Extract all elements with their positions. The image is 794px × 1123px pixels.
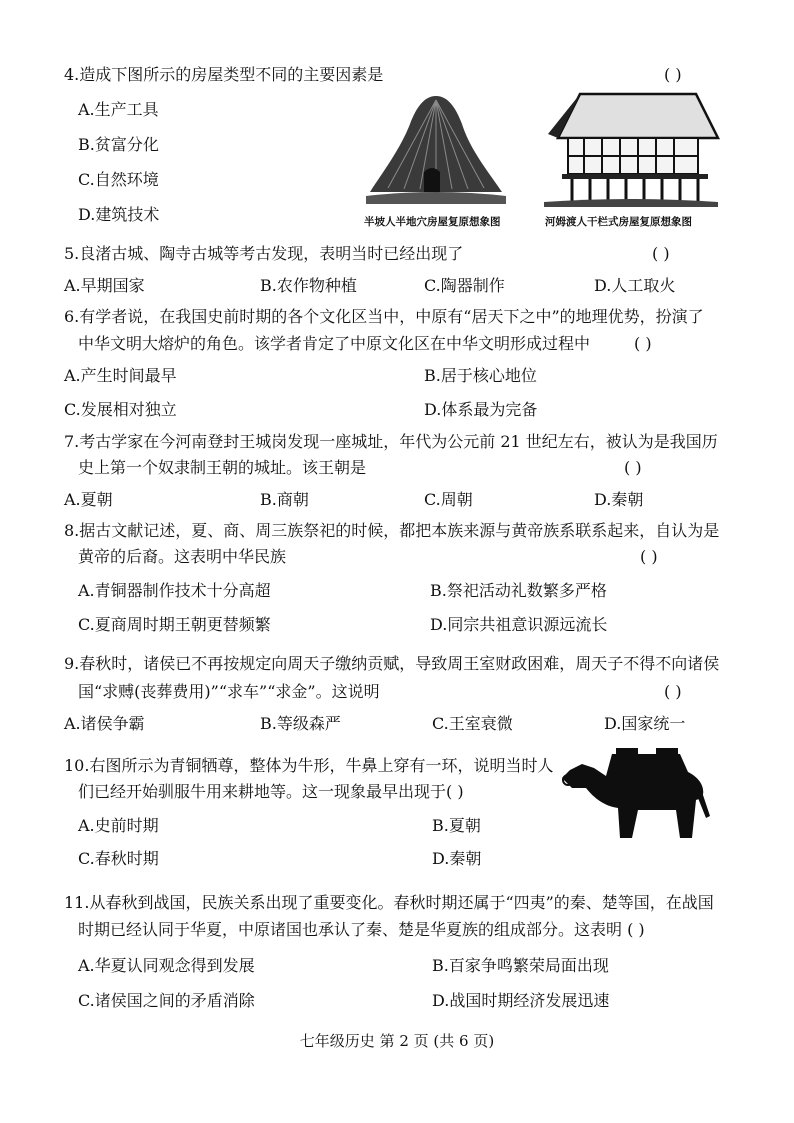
banpo-house-image bbox=[366, 92, 506, 207]
q4-option-c: C.自然环境 bbox=[78, 170, 159, 189]
bronze-ox-zun-image bbox=[560, 748, 710, 840]
q8-stem-line1: 8.据古文献记述，夏、商、周三族祭祀的时候，都把本族来源与黄帝族系联系起来，自认为是 bbox=[64, 521, 720, 540]
q11-option-a: A.华夏认同观念得到发展 bbox=[78, 956, 255, 975]
q8-stem-line2: 黄帝的后裔。这表明中华民族 bbox=[78, 547, 287, 566]
q8-option-b: B.祭祀活动礼数繁多严格 bbox=[430, 581, 607, 600]
q5-stem: 5.良渚古城、陶寺古城等考古发现，表明当时已经出现了 bbox=[64, 244, 464, 263]
q6-option-c: C.发展相对独立 bbox=[64, 400, 177, 419]
q10-option-d: D.秦朝 bbox=[432, 849, 482, 868]
q10-stem-line2: 们已经开始驯服牛用来耕地等。这一现象最早出现于( ) bbox=[78, 782, 464, 801]
page-footer: 七年级历史 第 2 页 (共 6 页) bbox=[299, 1032, 495, 1050]
q4-option-a: A.生产工具 bbox=[78, 100, 159, 119]
q8-option-c: C.夏商周时期王朝更替频繁 bbox=[78, 615, 271, 634]
q4-stem: 4.造成下图所示的房屋类型不同的主要因素是 bbox=[64, 65, 384, 84]
q4-answer-blank: ( ) bbox=[664, 65, 682, 84]
hemudu-house-image bbox=[540, 90, 720, 208]
q4-option-b: B.贫富分化 bbox=[78, 135, 159, 154]
q11-stem-line2: 时期已经认同于华夏，中原诸国也承认了秦、楚是华夏族的组成部分。这表明 ( ) bbox=[78, 920, 645, 939]
q7-stem-line1: 7.考古学家在今河南登封王城岗发现一座城址，年代为公元前 21 世纪左右，被认为是我国历 bbox=[64, 432, 718, 451]
q5-option-a: A.早期国家 bbox=[64, 276, 145, 295]
q7-answer-blank: ( ) bbox=[624, 458, 642, 477]
q8-option-a: A.青铜器制作技术十分高超 bbox=[78, 581, 271, 600]
q5-option-b: B.农作物种植 bbox=[260, 276, 357, 295]
q11-option-b: B.百家争鸣繁荣局面出现 bbox=[432, 956, 609, 975]
q9-option-b: B.等级森严 bbox=[260, 714, 341, 733]
q5-option-d: D.人工取火 bbox=[594, 276, 676, 295]
q10-option-c: C.春秋时期 bbox=[78, 849, 159, 868]
hemudu-house-caption: 河姆渡人干栏式房屋复原想象图 bbox=[545, 216, 692, 228]
q8-answer-blank: ( ) bbox=[640, 547, 658, 566]
q7-option-d: D.秦朝 bbox=[594, 490, 644, 509]
q9-stem-line2: 国“求赙(丧葬费用)”“求车”“求金”。这说明 bbox=[78, 682, 380, 701]
q11-option-c: C.诸侯国之间的矛盾消除 bbox=[78, 991, 255, 1010]
q9-answer-blank: ( ) bbox=[664, 682, 682, 701]
q6-stem-line2: 中华文明大熔炉的角色。该学者肯定了中原文化区在中华文明形成过程中 bbox=[78, 334, 591, 353]
q9-option-a: A.诸侯争霸 bbox=[64, 714, 145, 733]
q5-answer-blank: ( ) bbox=[652, 244, 670, 263]
q7-stem-line2: 史上第一个奴隶制王朝的城址。该王朝是 bbox=[78, 458, 367, 477]
q6-option-d: D.体系最为完备 bbox=[424, 400, 538, 419]
q7-option-a: A.夏朝 bbox=[64, 490, 113, 509]
q10-option-a: A.史前时期 bbox=[78, 816, 159, 835]
q6-answer-blank: ( ) bbox=[634, 334, 652, 353]
q11-option-d: D.战国时期经济发展迅速 bbox=[432, 991, 610, 1010]
q6-stem-line1: 6.有学者说，在我国史前时期的各个文化区当中，中原有“居天下之中”的地理优势，扮演了 bbox=[64, 307, 704, 326]
q10-option-b: B.夏朝 bbox=[432, 816, 481, 835]
q7-option-c: C.周朝 bbox=[424, 490, 473, 509]
q6-option-b: B.居于核心地位 bbox=[424, 366, 537, 385]
q5-option-c: C.陶器制作 bbox=[424, 276, 505, 295]
q6-option-a: A.产生时间最早 bbox=[64, 366, 177, 385]
q9-option-c: C.王室衰微 bbox=[432, 714, 513, 733]
banpo-house-caption: 半坡人半地穴房屋复原想象图 bbox=[364, 216, 501, 228]
q10-stem-line1: 10.右图所示为青铜牺尊，整体为牛形，牛鼻上穿有一环，说明当时人 bbox=[64, 756, 554, 775]
q8-option-d: D.同宗共祖意识源远流长 bbox=[430, 615, 608, 634]
q11-stem-line1: 11.从春秋到战国，民族关系出现了重要变化。春秋时期还属于“四夷”的秦、楚等国，在战国 bbox=[64, 893, 714, 912]
q4-option-d: D.建筑技术 bbox=[78, 205, 160, 224]
q7-option-b: B.商朝 bbox=[260, 490, 309, 509]
q9-option-d: D.国家统一 bbox=[604, 714, 686, 733]
q9-stem-line1: 9.春秋时，诸侯已不再按规定向周天子缴纳贡赋，导致周王室财政困难，周天子不得不向诸侯 bbox=[64, 654, 720, 673]
